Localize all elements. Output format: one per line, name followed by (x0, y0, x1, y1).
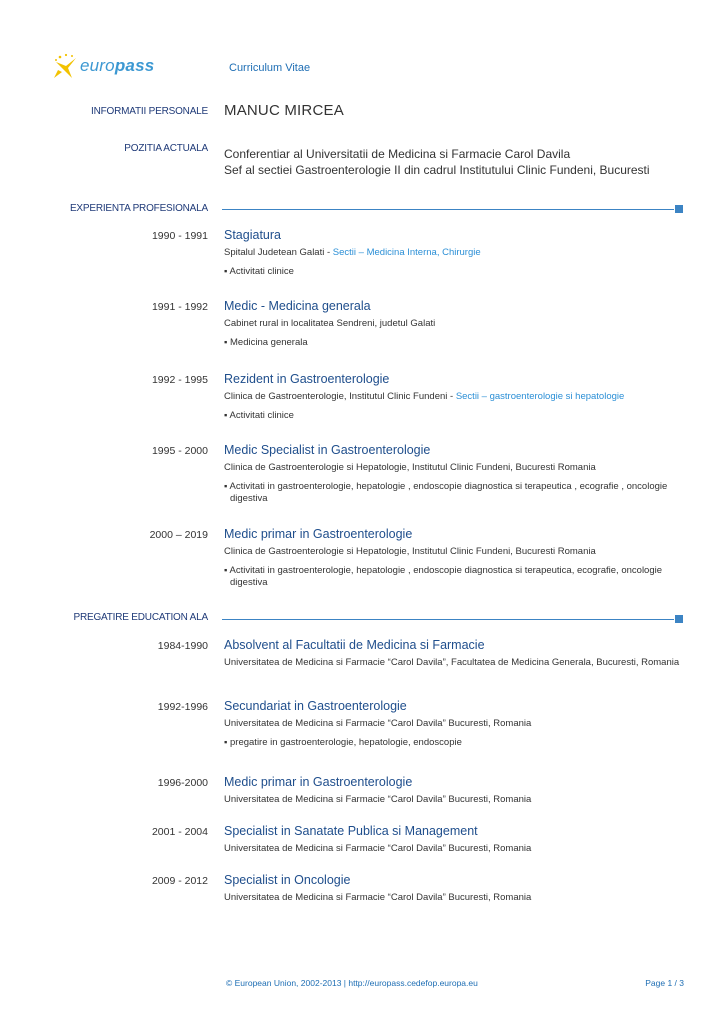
education-date: 1992-1996 (157, 701, 208, 713)
entry-title: Medic Specialist in Gastroenterologie (224, 443, 431, 457)
position-line-1: Conferentiar al Universitatii de Medicina si Farmacie Carol Davila (224, 147, 571, 161)
entry-title: Specialist in Oncologie (224, 873, 351, 887)
education-date: 1996-2000 (157, 777, 208, 789)
footer-copyright: © European Union, 2002-2013 | http://europass.cedefop.europa.eu (226, 978, 478, 988)
entry-organization: Spitalul Judetean Galati - Sectii – Medicina Interna, Chirurgie (224, 247, 481, 258)
entry-title: Medic primar in Gastroenterologie (224, 775, 413, 789)
entry-organization: Cabinet rural in localitatea Sendreni, judetul Galati (224, 318, 436, 329)
europass-star-icon (52, 52, 82, 80)
entry-institution: Universitatea de Medicina si Farmacie “Carol Davila” Bucuresti, Romania (224, 843, 532, 854)
page-number: Page 1 / 3 (645, 978, 684, 988)
experience-entry (224, 228, 684, 278)
entry-institution: Universitatea de Medicina si Farmacie “Carol Davila” Bucuresti, Romania (224, 718, 532, 729)
person-name: MANUC MIRCEA (224, 102, 344, 119)
education-entry (224, 873, 684, 904)
entry-organization: Clinica de Gastroenterologie si Hepatologie, Institutul Clinic Fundeni, Bucuresti Romania (224, 546, 596, 557)
entry-title: Stagiatura (224, 228, 281, 242)
document-title: Curriculum Vitae (229, 62, 311, 74)
entry-title: Specialist in Sanatate Publica si Management (224, 824, 478, 838)
experience-date: 1990 - 1991 (151, 230, 208, 242)
section-divider-square (675, 615, 683, 623)
section-divider (222, 209, 674, 210)
experience-date: 1995 - 2000 (151, 445, 208, 457)
entry-activity: ▪ Activitati clinice (224, 266, 294, 277)
entry-title: Secundariat in Gastroenterologie (224, 699, 407, 713)
education-date: 2009 - 2012 (151, 875, 208, 887)
section-divider (222, 619, 674, 620)
experience-section-label: EXPERIENTA PROFESIONALA (69, 203, 208, 214)
entry-title: Medic - Medicina generala (224, 299, 371, 313)
entry-activity: ▪ pregatire in gastroenterologie, hepatologie, endoscopie (224, 737, 462, 748)
section-divider-square (675, 205, 683, 213)
entry-activity: ▪ Activitati in gastroenterologie, hepatologie , endoscopie diagnostica si terapeutica, ecografie, oncologie digestiva (224, 565, 663, 588)
entry-activity: ▪ Activitati clinice (224, 410, 294, 421)
personal-info-label: INFORMATII PERSONALE (91, 106, 208, 117)
entry-institution: Universitatea de Medicina si Farmacie “Carol Davila” Bucuresti, Romania (224, 794, 532, 805)
current-position-label: POZITIA ACTUALA (124, 143, 208, 154)
education-date: 2001 - 2004 (151, 826, 208, 838)
entry-title: Medic primar in Gastroenterologie (224, 527, 413, 541)
experience-entry (224, 372, 684, 422)
entry-activity: ▪ Activitati in gastroenterologie, hepatologie , endoscopie diagnostica si terapeutica , ecografie , oncologie digestiva (224, 481, 668, 504)
europass-wordmark: europass (80, 56, 155, 75)
entry-institution: Universitatea de Medicina si Farmacie “Carol Davila” Bucuresti, Romania (224, 892, 532, 903)
experience-entry (224, 443, 684, 505)
position-line-2: Sef al sectiei Gastroenterologie II din cadrul Institutului Clinic Fundeni, Bucuresti (224, 163, 650, 177)
education-entry (224, 775, 684, 806)
education-section-label: PREGATIRE EDUCATION ALA (73, 612, 208, 623)
experience-date: 1992 - 1995 (151, 374, 208, 386)
europass-logo (52, 52, 162, 82)
current-position (224, 146, 650, 178)
entry-activity: ▪ Medicina generala (224, 337, 308, 348)
education-date: 1984-1990 (157, 640, 208, 652)
entry-title: Rezident in Gastroenterologie (224, 372, 390, 386)
education-entry (224, 824, 684, 855)
entry-institution: Universitatea de Medicina si Farmacie “Carol Davila”, Facultatea de Medicina Generala, Bucuresti, Romania (224, 657, 680, 668)
entry-organization: Clinica de Gastroenterologie si Hepatologie, Institutul Clinic Fundeni, Bucuresti Romania (224, 462, 596, 473)
experience-entry (224, 299, 684, 349)
education-entry (224, 638, 684, 669)
entry-organization: Clinica de Gastroenterologie, Institutul Clinic Fundeni - Sectii – gastroenterologie si hepatologie (224, 391, 625, 402)
entry-title: Absolvent al Facultatii de Medicina si Farmacie (224, 638, 485, 652)
education-entry (224, 699, 684, 749)
experience-entry (224, 527, 684, 589)
experience-date: 2000 – 2019 (149, 529, 208, 541)
experience-date: 1991 - 1992 (151, 301, 208, 313)
